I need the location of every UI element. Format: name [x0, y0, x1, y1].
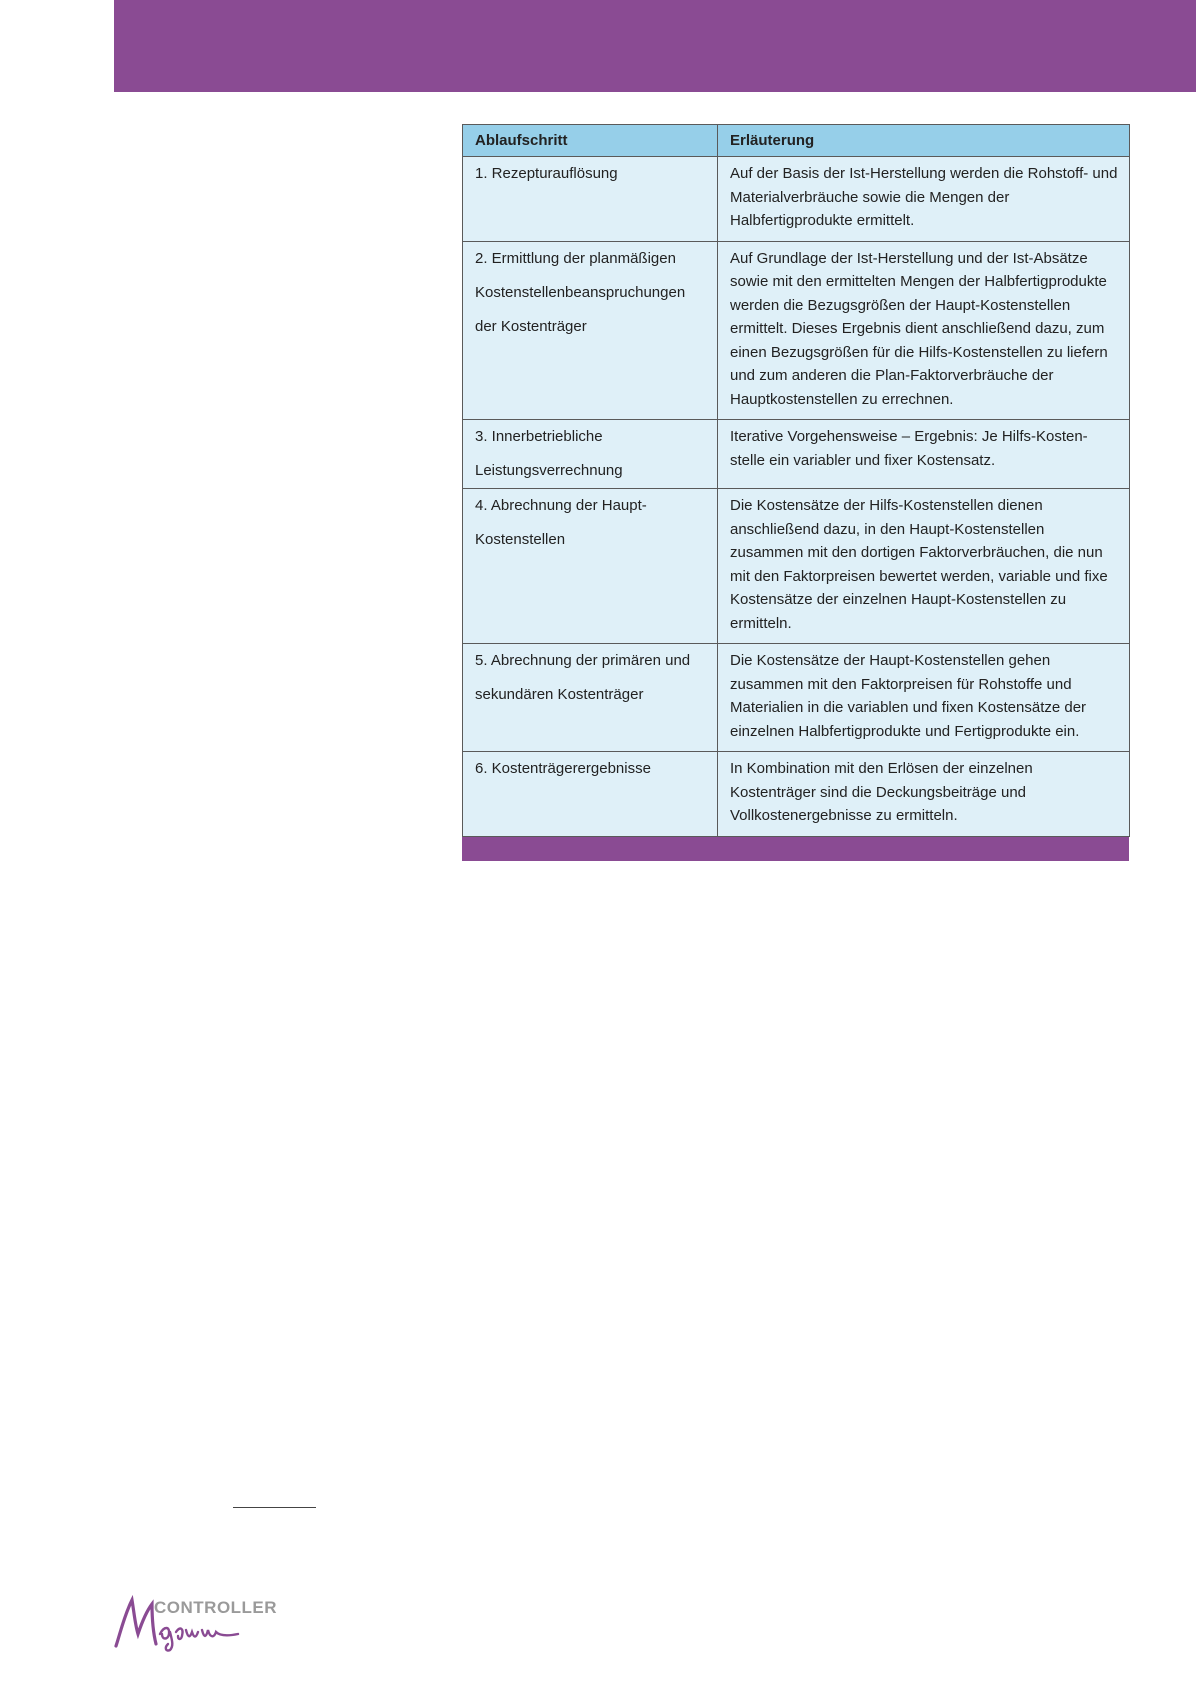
column-header-step: Ablaufschritt — [463, 125, 718, 157]
controller-magazin-logo — [112, 1594, 278, 1652]
header-band — [114, 0, 1196, 92]
table-row — [463, 489, 1130, 644]
step-cell: 1. Rezepturauflösung — [463, 157, 718, 242]
table-header-row — [463, 125, 1130, 157]
table-row — [463, 752, 1130, 837]
explanation-cell: Die Kostensätze der Haupt-Kostenstellen gehen zusammen mit den Faktorpreisen für Rohstoffe und Materialien in die variablen und fixen Kostensätze der einzelnen Halbfertigprodukte und Fertigprodukte ein. — [718, 644, 1130, 752]
step-cell: 6. Kostenträgerergebnisse — [463, 752, 718, 837]
explanation-cell: Iterative Vorgehensweise – Ergebnis: Je Hilfs-Kosten-stelle ein variabler und fixer Kostensatz. — [718, 420, 1130, 489]
step-cell: 4. Abrechnung der Haupt-Kostenstellen — [463, 489, 718, 644]
table-row — [463, 644, 1130, 752]
column-header-explanation: Erläuterung — [718, 125, 1130, 157]
table-row — [463, 420, 1130, 489]
process-table — [462, 124, 1130, 837]
process-table-container — [462, 124, 1129, 861]
step-cell: 2. Ermittlung der planmäßigen Kostenstellenbeanspruchungen der Kostenträger — [463, 241, 718, 420]
explanation-cell: In Kombination mit den Erlösen der einzelnen Kostenträger sind die Deckungsbeiträge und Vollkostenergebnisse zu ermitteln. — [718, 752, 1130, 837]
step-cell: 5. Abrechnung der primären und sekundären Kostenträger — [463, 644, 718, 752]
table-row — [463, 241, 1130, 420]
table-footer-bar — [462, 837, 1129, 861]
footnote-divider — [233, 1507, 316, 1508]
table-row — [463, 157, 1130, 242]
explanation-cell: Auf Grundlage der Ist-Herstellung und der Ist-Absätze sowie mit den ermittelten Mengen der Halbfertigprodukte werden die Bezugsgrößen der Haupt-Kostenstellen ermittelt. Dieses Ergebnis dient anschließend dazu, zum einen Bezugsgrößen für die Hilfs-Kostenstellen zu liefern und zum anderen die Plan-Faktorverbräuche der Hauptkostenstellen zu errechnen. — [718, 241, 1130, 420]
logo-wordmark: CONTROLLER — [154, 1598, 278, 1617]
explanation-cell: Die Kostensätze der Hilfs-Kostenstellen dienen anschließend dazu, in den Haupt-Kostenstellen zusammen mit den dortigen Faktorverbräuchen, die nun mit den Faktorpreisen bewertet werden, variable und fixe Kostensätze der einzelnen Haupt-Kostenstellen zu ermitteln. — [718, 489, 1130, 644]
step-cell: 3. Innerbetriebliche Leistungsverrechnung — [463, 420, 718, 489]
explanation-cell: Auf der Basis der Ist-Herstellung werden die Rohstoff- und Materialverbräuche sowie die Mengen der Halbfertigprodukte ermittelt. — [718, 157, 1130, 242]
